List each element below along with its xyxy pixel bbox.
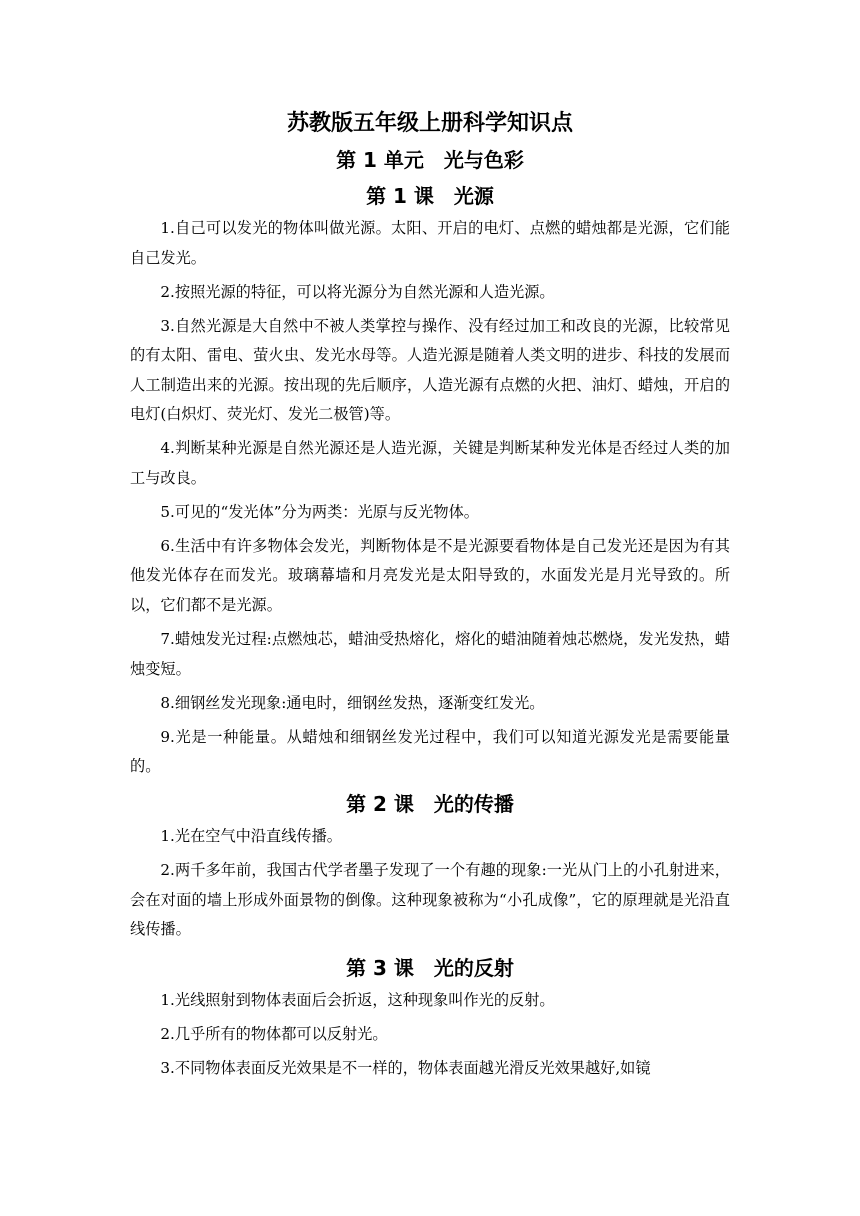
lesson-title-2: 第 2 课 光的传播 (346, 792, 514, 817)
lesson-1-point-9: 9.光是一种能量。从蜡烛和细钢丝发光过程中，我们可以知道光源发光是需要能量的。 (130, 727, 730, 776)
lesson-1-point-3: 3.自然光源是大自然中不被人类掌控与操作、没有经过加工和改良的光源，比较常见的有太阳、雷电、萤火虫、发光水母等。人造光源是随着人类文明的进步、科技的发展而人工制造出来的光源。按出现的先后顺序，人造光源有点燃的火把、油灯、蜡烛，开启的电灯(白炽灯、荧光灯、发光二极管)等。 (130, 316, 730, 424)
lesson-1-point-7: 7.蜡烛发光过程:点燃烛芯，蜡油受热熔化，熔化的蜡油随着烛芯燃烧，发光发热，蜡烛变短。 (130, 630, 730, 678)
lesson-1-point-4: 4.判断某种光源是自然光源还是人造光源，关键是判断某种发光体是否经过人类的加工与改良。 (130, 439, 730, 487)
lesson-1-point-1: 1.自己可以发光的物体叫做光源。太阳、开启的电灯、点燃的蜡烛都是光源，它们能自己发光。 (130, 219, 730, 267)
lesson-1-point-6: 6.生活中有许多物体会发光，判断物体是不是光源要看物体是自己发光还是因为有其他发光体存在而发光。玻璃幕墙和月亮发光是太阳导致的，水面发光是月光导致的。所以，它们都不是光源。 (130, 536, 730, 614)
lesson-1-point-2: 2.按照光源的特征，可以将光源分为自然光源和人造光源。 (160, 282, 555, 301)
lesson-2-point-2: 2.两千多年前，我国古代学者墨子发现了一个有趣的现象:一光从门上的小孔射进来，会在对面的墙上形成外面景物的倒像。这种现象被称为“小孔成像”，它的原理就是光沿直线传播。 (130, 861, 730, 939)
lesson-2-point-1: 1.光在空气中沿直线传播。 (160, 827, 342, 846)
lesson-1-point-8: 8.细钢丝发光现象:通电时，细钢丝发热，逐渐变红发光。 (160, 693, 545, 712)
lesson-1-point-5: 5.可见的“发光体”分为两类：光原与反光物体。 (160, 502, 479, 521)
lesson-3-point-3: 3.不同物体表面反光效果是不一样的，物体表面越光滑反光效果越好,如镜 (160, 1058, 651, 1077)
lesson-title-1: 第 1 课 光源 (366, 184, 494, 208)
document-content (130, 106, 730, 1088)
unit-title: 第 1 单元 光与色彩 (336, 148, 524, 172)
lesson-3-point-2: 2.几乎所有的物体都可以反射光。 (160, 1024, 388, 1043)
document-title: 苏教版五年级上册科学知识点 (286, 111, 573, 136)
lesson-3-point-1: 1.光线照射到物体表面后会折返，这种现象叫作光的反射。 (160, 990, 555, 1009)
lesson-title-3: 第 3 课 光的反射 (346, 955, 514, 980)
